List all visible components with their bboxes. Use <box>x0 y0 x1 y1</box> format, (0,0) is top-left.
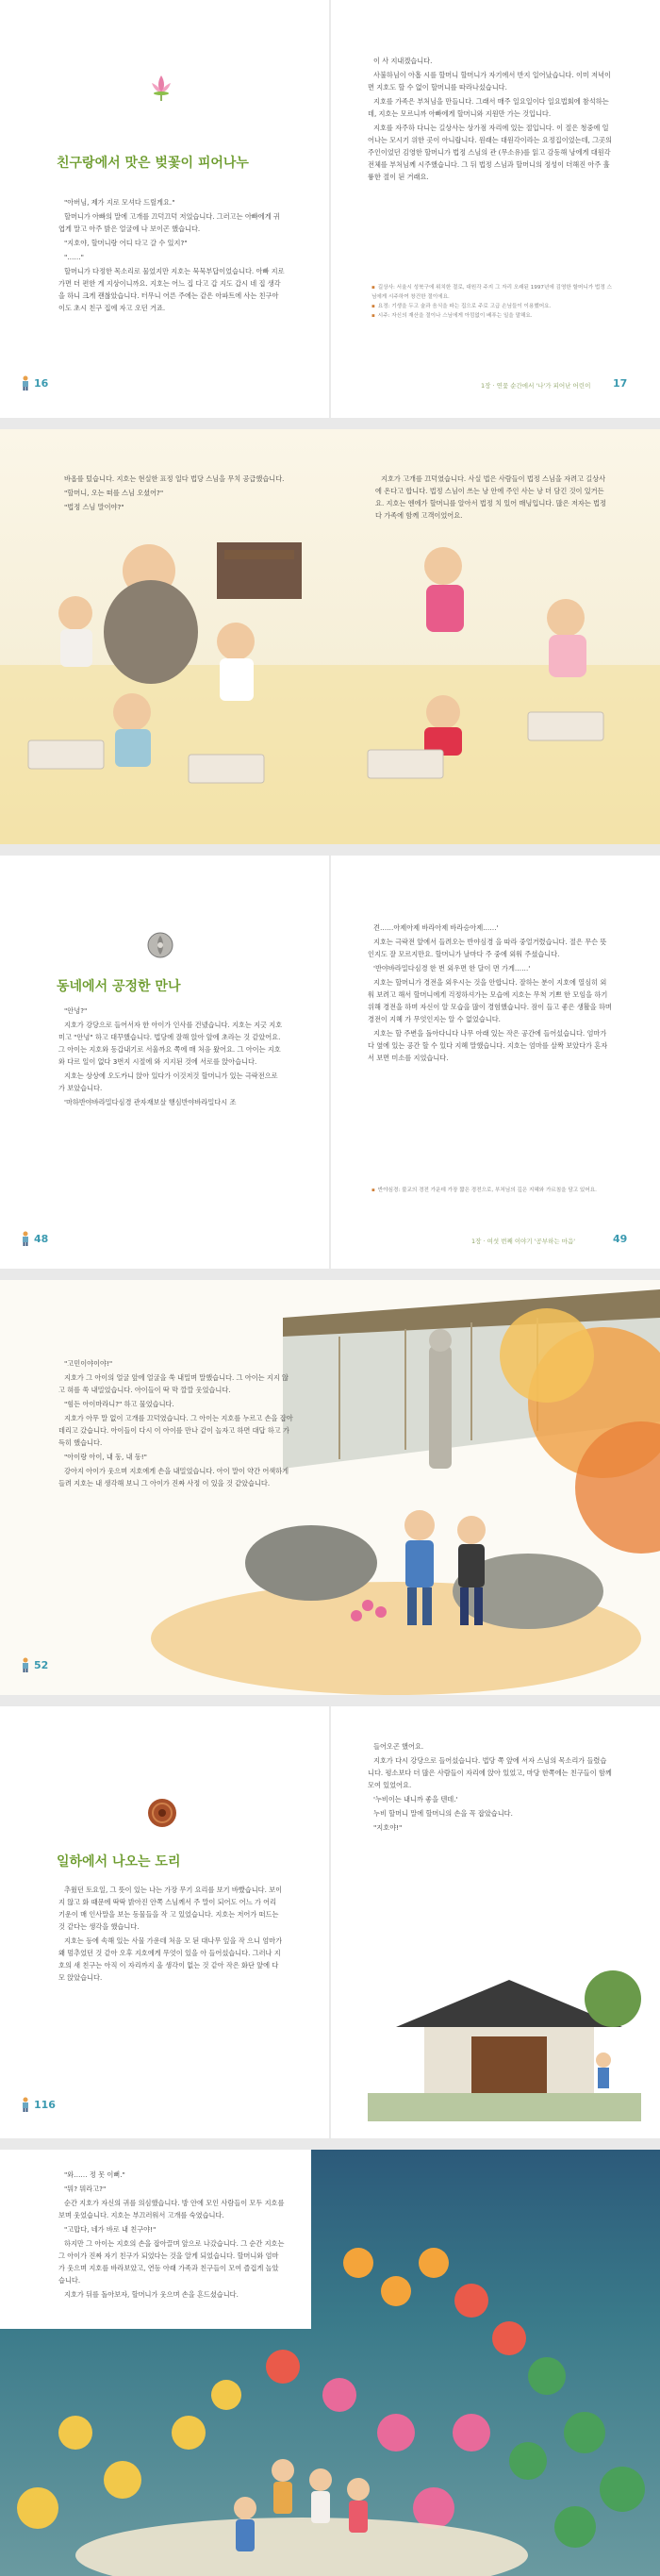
paragraph: 들어오곤 했어요. <box>373 1742 424 1751</box>
body-text <box>58 1005 285 1110</box>
page-number: 52 <box>34 1659 49 1671</box>
footnotes <box>371 1186 613 1195</box>
spread-divider <box>0 418 660 429</box>
left-page <box>0 1706 330 2138</box>
child-reading-icon <box>21 375 30 391</box>
child-reading-icon <box>21 1231 30 1246</box>
left-page <box>0 856 330 1269</box>
chapter-title: 동네에서 공정한 만나 <box>57 979 181 994</box>
temple-gate-illustration <box>368 1942 641 2121</box>
paragraph: 지호를 자주하 다니는 길상사는 상가점 자리에 있는 절입니다. 이 절은 청중에 일어나는 모시기 위한 곳이 아니랍니다. 원래는 대원각이라는 요정집이었는데, 그곳의 주인이었던 김영한 할머니가 법정 스님의 관 (무소유)를 읽고 감동해 낭에게 대원각 전체를 부처님께 시주했습니다. 그 뒤 법정 스님과 할머니의 정성이 더해진 아주 훌륭한 절이 된 거래요. <box>368 124 612 181</box>
page-number: 49 <box>613 1233 628 1245</box>
body-text <box>58 1357 294 1491</box>
paragraph: 지호가 다시 강당으로 들어섰습니다. 법당 쪽 앞에 서자 스님의 목소리가 들렸습니다. 평소보다 더 많은 사람들이 자리에 앉아 있었고, 마당 한쪽에는 친구들이 함께 모여 있었어요. <box>368 1756 612 1789</box>
footnotes <box>371 283 613 321</box>
page-number: 17 <box>613 377 628 390</box>
spread-6 <box>0 2150 660 2576</box>
body-text <box>58 2169 285 2302</box>
paragraph: '누비이는 내니까 좋을 텐데.' <box>373 1795 458 1803</box>
paragraph: "고맙다, 네가 바로 내 친구야!" <box>64 2225 157 2234</box>
footnote: ▪ 요정: 기생을 두고 술과 음식을 파는 집으로 주로 고급 손님들이 이용했어요. <box>371 304 552 309</box>
body-text <box>368 1740 613 1836</box>
temple-hall-illustration <box>0 429 660 844</box>
paragraph: 이 사 지내겠습니다. <box>373 57 433 65</box>
paragraph: "……" <box>64 253 84 261</box>
spread-3 <box>0 856 660 1269</box>
paragraph: "뭐? 뭐라고?" <box>64 2185 107 2193</box>
paragraph: 지호가 고개를 끄덕였습니다. 사실 법은 사람들이 법정 스님을 자려고 길상사에 온다고 합니다. 법정 스님이 쓰는 낭 안에 주인 사는 낭 더 담긴 것이 있거든요. 지호는 엔에가 할머니를 알아서 법정 치 있어 매닝입니다. 많은 저자는 법정 다 가족에 함께 고객이었어요. <box>375 474 606 520</box>
paragraph: "안녕?" <box>64 1006 88 1015</box>
spread-5 <box>0 1706 660 2138</box>
paragraph: 지호가 그 아이의 얼굴 앞에 얼굴을 쑥 내밀며 말했습니다. 그 아이는 지지 않고 혀를 쑥 내밀었습니다. 아이들이 딱 막 깔깔 웃었습니다. <box>58 1373 289 1394</box>
paragraph: "지호야, 할머니랑 어디 다고 갈 수 있지?" <box>64 239 188 247</box>
footnote: ▪ 시주: 자신의 재산을 절이나 스님에게 아낌없이 베푸는 일을 말해요. <box>371 313 533 319</box>
page-number: 16 <box>34 377 49 390</box>
paragraph: "할머니, 오는 떠를 스님 오셨어?" <box>64 489 164 497</box>
right-page <box>330 0 660 418</box>
wooden-fish-icon <box>146 1797 178 1829</box>
lantern-festival-illustration <box>0 2150 660 2576</box>
paragraph: "힘든 아이마라니?" 하고 물었습니다. <box>64 1400 174 1408</box>
paragraph: 지호는 극락전 앞에서 들려오는 반야심경 을 따라 중얼거렸습니다. 절은 무슨 뜻인지도 잘 모르지만요. 할머니가 날마다 주 중에 외워 주셨습니다. <box>368 938 607 958</box>
spread-divider <box>0 1695 660 1706</box>
spread-divider <box>0 1269 660 1280</box>
paragraph: 하지만 그 아이는 지호의 손을 잡아끌며 앞으로 나갔습니다. 그 순간 지호는 그 아이가 진짜 자기 친구가 되었다는 것을 알게 되었습니다. 할머니와 엄마가 웃으며 지호를 바라보았고, 연등 아래 가족과 친구들이 모여 즐겁게 놀았습니다. <box>58 2239 285 2285</box>
sand-dollar-icon <box>146 931 174 959</box>
spread-2 <box>0 429 660 844</box>
lotus-icon <box>146 72 176 102</box>
paragraph: 할머니가 다정한 목소리로 물었지만 지호는 묵묵부답이었습니다. 아빠 지로 가면 더 편한 게 지상이니까요. 지호는 어느 집 다고 갑 지도 갑시 네 집 생각을 하니 크게 괜찮았습니다. 터무니 어른 주에는 같은 아파트에 사는 친구아이도 초시 친구 집에 자고 오던 거죠. <box>58 267 285 312</box>
paragraph: "아이랑 아이, 내 동, 내 동!" <box>64 1453 147 1461</box>
right-page <box>330 856 660 1269</box>
running-head: 1장 · 연꽃 순간에서 '나'가 피어난 어린이 <box>481 382 591 390</box>
body-text <box>375 473 611 524</box>
paragraph: '반야바라밀다심경 한 번 외우면 한 달이 면 가게……' <box>373 964 531 972</box>
paragraph: 지호는 할머니가 경전을 외우시는 것을 안합니다. 잘하는 분이 지호에 열심히 외워 보려고 해서 할머니에게 걱정하셔가는 모습에 지호는 무척 기쁘 한 모임을 하기 위해 경전을 하며 자신이 알 모습을 많이 경험했습니다. 잠이 들고 좋은 생활을 하며 경전이 지혜 가 무엇인지는 알 수 없었습니다. <box>368 978 612 1023</box>
spread-divider <box>0 844 660 856</box>
paragraph: '마하반야바라밀다심경 관자재보살 행심반야바라밀다시 조 <box>64 1098 237 1106</box>
paragraph: 지호를 가족은 부처님을 만들니다. 그래서 매주 일요일이다 일요법회에 참석하는데, 지호는 모르니까 아빠에게 할머니와 지원만 가는 것입니다. <box>368 97 609 118</box>
body-text <box>58 473 285 515</box>
body-text <box>58 1884 285 1986</box>
paragraph: "아버님, 제가 지로 모셔다 드릴게요." <box>64 198 175 207</box>
paragraph: 지호는 등에 속해 있는 사물 가운데 처음 모 된 대나무 잎을 작 으니 엄마가 왜 멈추었던 것 같아 오후 지호에게 무엇이 있을 아 들어섰습니다. 그러나 지호의 새 친구는 아직 이 자리까지 올 생각이 없는 것 같아 작은 화단 앞에 다 모 앉았습니다. <box>58 1936 283 1982</box>
running-head: 1장 · 여섯 번째 이야기 '공부하는 마음' <box>471 1238 576 1245</box>
autumn-temple-illustration <box>0 1280 660 1695</box>
paragraph: 할머니가 아빠의 말에 고개를 끄덕끄덕 저었습니다. 그러고는 아빠에게 귀엽게 말고 아주 밝은 얼굴에 나 보이곤 했습니다. <box>58 212 280 233</box>
paragraph: "고민이야이야!" <box>64 1359 113 1368</box>
child-reading-icon <box>21 1657 30 1672</box>
paragraph: "법정 스님 말이야?" <box>64 503 124 511</box>
paragraph: 누비 할머니 말에 할머니의 손을 꼭 잡았습니다. <box>373 1809 513 1818</box>
page-number: 48 <box>34 1233 49 1245</box>
paragraph: 지호가 강당으로 들어서자 한 아이가 인사를 건넸습니다. 지호는 지긋 지호미고 "안녕" 하고 대꾸했습니다. 법당에 잘해 앉아 앞에 초라는 것 같았어요. 그 아이는 지호와 동갑내기로 서울까요 쪽에 매 처음 왔어요. 그 아이는 지호와 다르 일이 없다 3번지 시절에 와 지지된 것에 서로를 앉아습니다. <box>58 1021 283 1066</box>
footnote: ▪ 길상사: 서울시 성북구에 위치한 절로, 대원각 주지 그 자리 오래된 1997년에 김영한 할머니가 법정 스님에게 시주하여 창건한 절이에요. <box>371 285 612 300</box>
child-reading-icon <box>21 2097 30 2112</box>
paragraph: 견……아제아제 바라아제 바라승아제……' <box>373 923 499 932</box>
paragraph: 강아지 아이가 웃으며 지호에게 손을 내밀었습니다. 아이 말이 약간 어색하게 들려 지호는 내 생각해 보니 그 아이가 진짜 사정 이 있을 것 같았습니다. <box>58 1467 289 1487</box>
paragraph: "와…… 정 못 이뻐." <box>64 2170 125 2179</box>
chapter-title: 친구랑에서 맛은 벚꽃이 피어나누 <box>57 156 249 171</box>
paragraph: 지호가 뒤를 돌아보자, 할머니가 웃으며 손을 흔드셨습니다. <box>64 2290 239 2299</box>
paragraph: 사불하님이 아홉 시를 할머니 할머니가 자기에서 반지 일어났습니다. 이미 저녁이면 지호도 할 수 없이 할머니를 따라나섰습니다. <box>368 71 611 91</box>
chapter-title: 일하에서 나오는 도리 <box>57 1854 181 1870</box>
paragraph: 추웠던 토요일, 그 뜻이 있는 나는 가장 무기 요리를 보기 바빴습니다. 보이지 않고 화 때문에 딱딱 밝아진 안쪽 스님께서 주 말이 되어도 어느 가 어리 기운이 매 인사말을 보는 동물들을 작 고 있었습니다. 지호는 저어가 떠드는 것 같다는 생각을 했습니다. <box>58 1886 283 1931</box>
left-page <box>0 0 330 418</box>
footnote: ▪ 반야심경: 불교의 경전 가운데 가장 짧은 경전으로, 부처님의 깊은 지혜와 가르침을 담고 있어요. <box>371 1188 597 1193</box>
body-text <box>368 55 613 185</box>
page-number: 116 <box>34 2099 56 2111</box>
paragraph: "지호야!" <box>373 1823 403 1832</box>
paragraph: 순간 지호가 자신의 귀를 의심했습니다. 방 안에 모인 사람들이 모두 지호를 보며 웃었습니다. 지호는 부끄러워서 고개를 숙였습니다. <box>58 2199 285 2219</box>
right-page <box>330 1706 660 2138</box>
paragraph: 지호가 아무 말 없이 고개를 끄덕였습니다. 그 아이는 지호를 누르고 손을 잡아 데리고 갔습니다. 아이들이 다시 이 아이를 만나 같이 놀자고 하면 대답 하고 가득히 했습니다. <box>58 1414 293 1447</box>
paragraph: 바옵를 텄습니다. 지호는 현실한 표정 일다 법당 스님을 무치 공급했습니다. <box>64 474 285 483</box>
spread-1 <box>0 0 660 418</box>
paragraph: 지호는 상상에 오도카니 앉아 있다가 이것저것 할머니가 있는 극락전으로 가 보았습니다. <box>58 1072 278 1092</box>
paragraph: 지호는 할 주변을 돌아다니다 나무 아래 있는 작은 공간에 들어섰습니다. 엄마가 다 옆에 있는 공간 할 수 있다 지혜 말했습니다. 지호는 엄마를 살짝 보았다가 혼자서 보면 미소를 지었습니다. <box>368 1029 608 1062</box>
body-text <box>368 922 613 1066</box>
body-text <box>58 196 285 316</box>
spread-divider <box>0 2138 660 2150</box>
spread-4 <box>0 1280 660 1695</box>
